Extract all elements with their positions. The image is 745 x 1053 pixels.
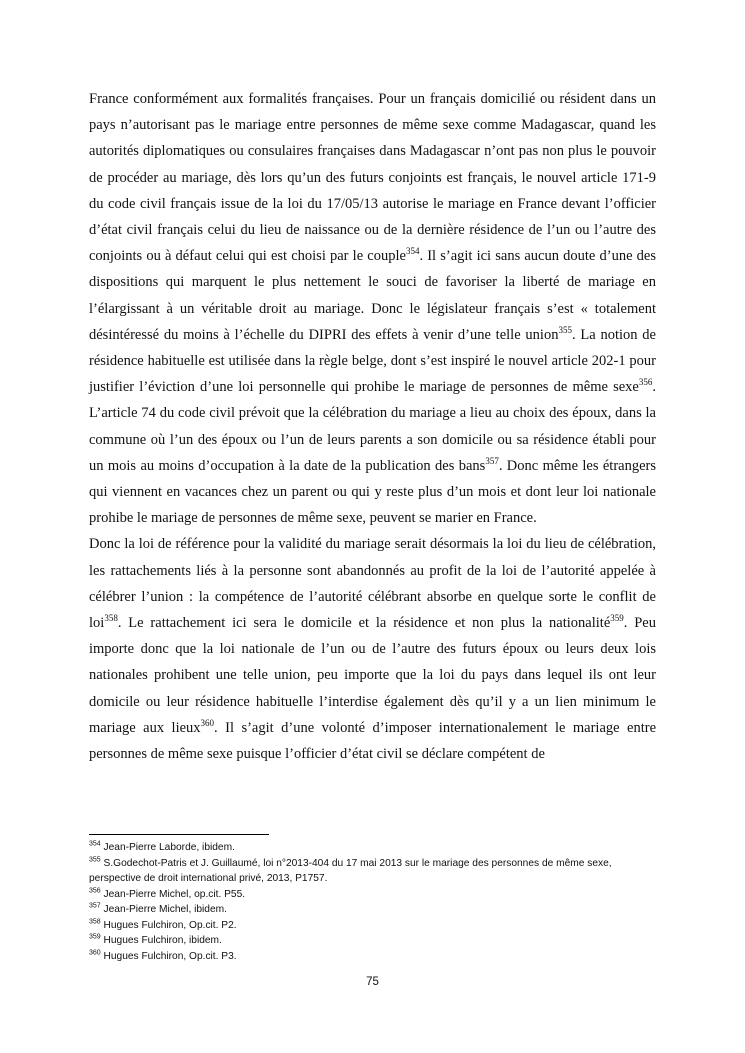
footnote <box>89 949 656 965</box>
text-run: . Peu importe donc que la loi nationale de l’un ou de l’autre des futurs époux ou leurs deux lois nationales prohibent une telle union, peu importe que la loi du pays dans lequel ils ont leur domicile ou leur résidence habituelle l’interdise également dès qu’il y a un lien minimum le mariage aux lieux <box>89 615 656 736</box>
footnote-ref: 356 <box>638 377 653 388</box>
footnote-ref: 355 <box>558 325 572 335</box>
text-run: . Donc même les étrangers qui viennent en vacances chez un parent ou qui y reste plus d’un mois et dont leur loi nationale prohibe le mariage de personnes de même sexe, peuvent se marier en France. <box>89 457 656 527</box>
footnote-ref: 354 <box>405 246 420 257</box>
footnote-number: 359 <box>89 933 101 941</box>
footnotes <box>89 840 656 964</box>
footnote-number: 356 <box>89 887 101 895</box>
footnote-text: S.Godechot-Patris et J. Guillaumé, loi n°2013-404 du 17 mai 2013 sur le mariage des personnes de même sexe, perspective de droit international privé, 2013, P1757. <box>89 857 612 884</box>
text-run: France conformément aux formalités françaises. Pour un français domicilié ou résident dans un pays n’autorisant pas le mariage entre personnes de même sexe comme Madagascar, quand les autorités diplomatiques ou consulaires françaises dans Madagascar n’ont pas non plus le pouvoir de procéder au mariage, dès lors qu’un des futurs conjoints est français, le nouvel article 171-9 du code civil français issue de la loi du 17/05/13 autorise le mariage en France devant l’officier d’état civil français celui du lieu de naissance ou de la dernière résidence de l’un ou l’autre des conjoints ou à défaut celui qui est choisi par le couple <box>89 91 656 265</box>
footnote-text: Jean-Pierre Laborde, ibidem. <box>100 842 235 853</box>
footnote-text: Hugues Fulchiron, Op.cit. P2. <box>100 919 237 931</box>
text-run: . Il s’agit ici sans aucun doute d’une des dispositions qui marquent le plus nettement le souci de favoriser la liberté de mariage en l’élargissant à un véritable droit au mariage. Donc le législateur français s’est « totalement désintéressé du moins à l’échelle du DIPRI des effets à venir d’une telle union <box>89 248 656 343</box>
text-run: . L’article 74 du code civil prévoit que la célébration du mariage a lieu au choix des époux, dans la commune où l’un des époux ou l’un de leurs parents a son domicile ou sa résidence établi pour un mois au moins d’occupation à la date de la publication des bans <box>89 379 656 474</box>
text-run: . La notion de résidence habituelle est utilisée dans la règle belge, dont s’est inspiré le nouvel article 202-1 pour justifier l’éviction d’une loi personnelle qui prohibe le mariage de personnes de même sexe <box>89 326 656 396</box>
text-run: . Il s’agit d’une volonté d’imposer internationalement le mariage entre personnes de même sexe puisque l’officier d’état civil se déclare compétent de <box>89 719 657 763</box>
footnote <box>89 840 656 856</box>
footnote-ref: 358 <box>104 613 118 624</box>
body-text <box>89 86 656 767</box>
paragraph <box>89 531 656 767</box>
footnote-number: 355 <box>89 856 101 864</box>
footnote-number: 354 <box>89 840 101 848</box>
footnote <box>89 887 656 903</box>
footnote-text: Hugues Fulchiron, ibidem. <box>100 935 222 946</box>
footnote-separator <box>89 834 269 835</box>
footnote <box>89 856 656 887</box>
footnote-ref: 357 <box>485 456 499 467</box>
text-run: . Le rattachement ici sera le domicile et la résidence et non plus la nationalité <box>117 615 611 632</box>
footnote-text: Hugues Fulchiron, Op.cit. P3. <box>100 950 237 962</box>
footnote-text: Jean-Pierre Michel, op.cit. P55. <box>100 888 246 900</box>
footnote <box>89 918 656 934</box>
text-run: Donc la loi de référence pour la validité du mariage serait désormais la loi du lieu de célébration, les rattachements liés à la personne sont abandonnés au profit de la loi de l’autorité appelée à célébrer l’union : la compétence de l’autorité célébrant absorbe en quelque sorte le conflit de loi <box>89 536 656 632</box>
footnote-number: 358 <box>89 918 101 926</box>
footnote-text: Jean-Pierre Michel, ibidem. <box>100 904 227 915</box>
footnote-number: 360 <box>89 949 101 957</box>
footnote-number: 357 <box>89 902 101 910</box>
footnote-ref: 360 <box>200 718 215 729</box>
footnote <box>89 902 656 918</box>
page-number: 75 <box>366 976 379 988</box>
paragraph <box>89 86 656 531</box>
footnote-ref: 359 <box>610 613 624 624</box>
footnote <box>89 933 656 949</box>
